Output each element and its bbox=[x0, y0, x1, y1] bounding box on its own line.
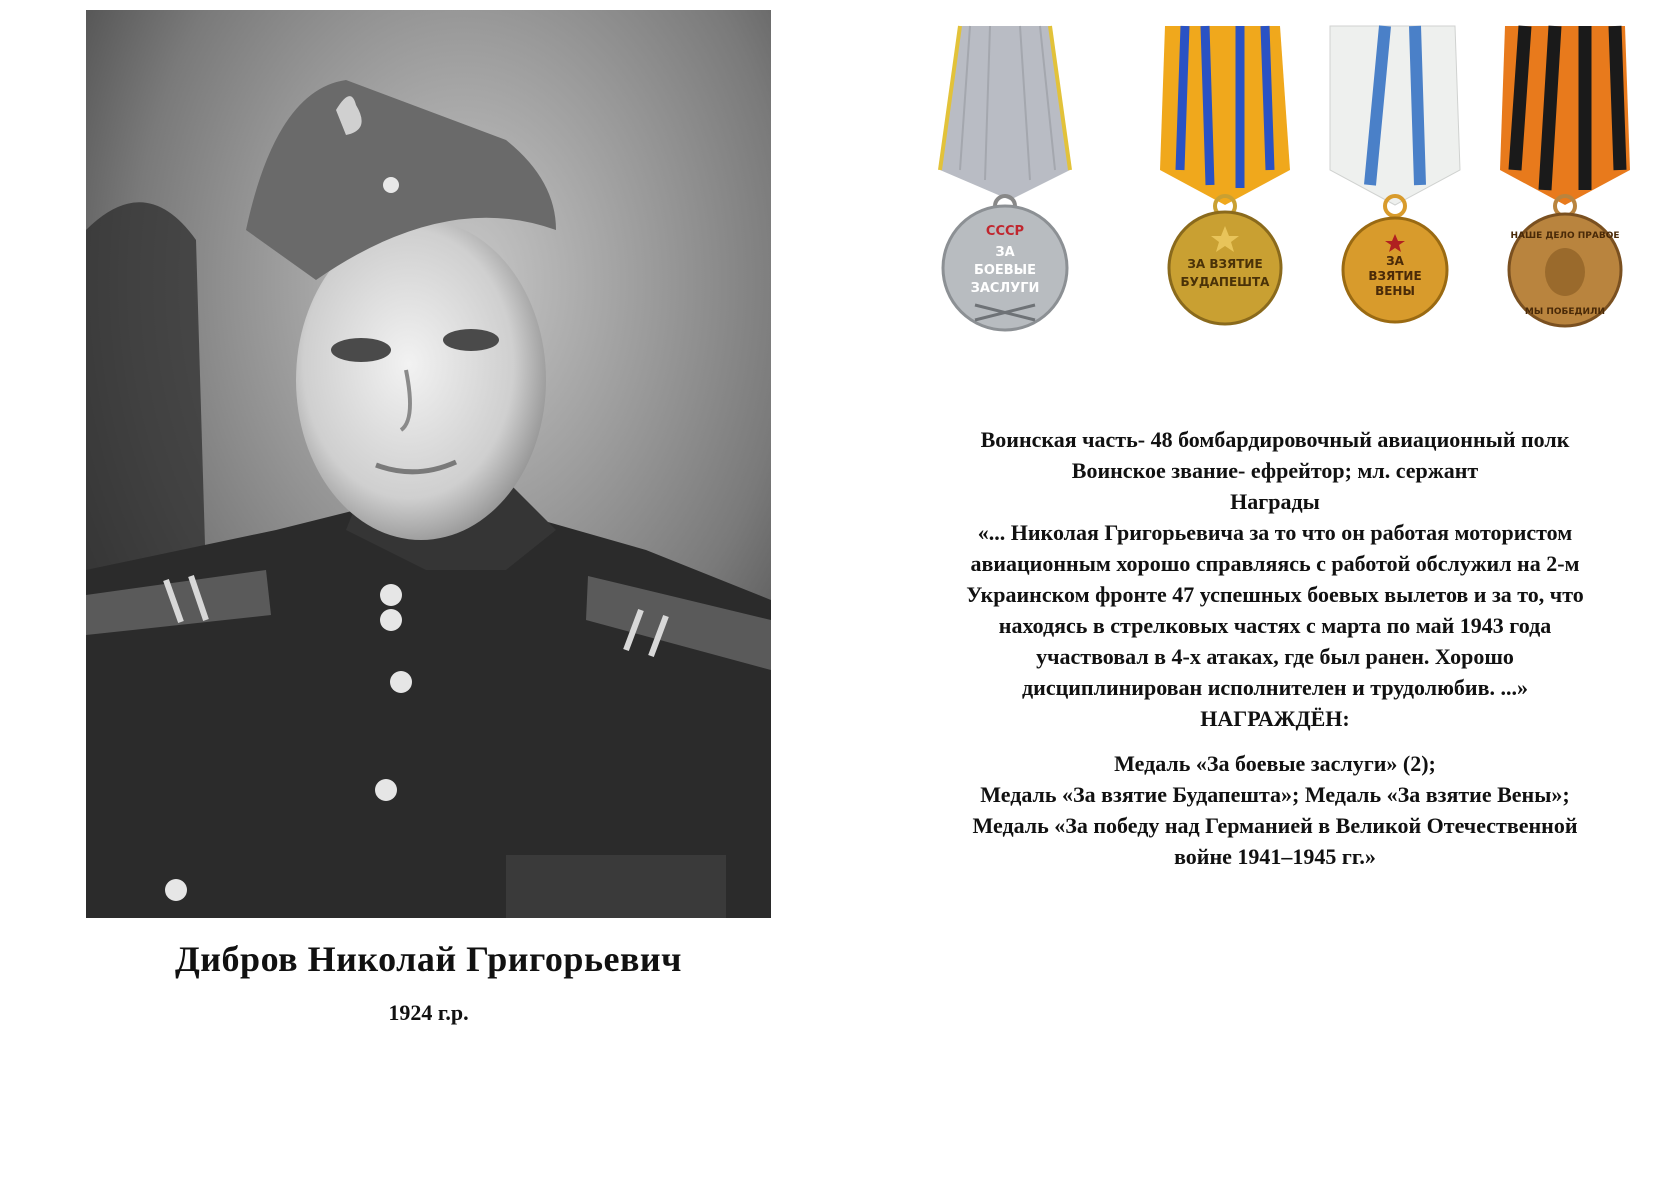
service-record bbox=[900, 424, 1650, 872]
medal-4-inscription-1: НАШЕ ДЕЛО ПРАВОЕ bbox=[1510, 231, 1620, 241]
citation-line: находясь в стрелковых частях с марта по май 1943 года bbox=[998, 613, 1552, 638]
award-line: Медаль «За взятие Будапешта»; Медаль «За взятие Вены»; bbox=[980, 782, 1570, 807]
medal-1-inscription-2: ЗА bbox=[995, 245, 1015, 260]
military-rank: Воинское звание- ефрейтор; мл. сержант bbox=[1071, 458, 1479, 483]
medal-row bbox=[920, 20, 1640, 340]
medal-2-inscription-2: БУДАПЕШТА bbox=[1180, 275, 1270, 289]
medal-4-inscription-2: МЫ ПОБЕДИЛИ bbox=[1524, 307, 1606, 317]
medal-victory-over-germany-icon bbox=[1480, 20, 1650, 340]
portrait-photo bbox=[86, 10, 771, 918]
person-name: Дибров Николай Григорьевич bbox=[175, 939, 682, 979]
military-unit: Воинская часть- 48 бомбардировочный авиационный полк bbox=[980, 427, 1570, 452]
medal-1-inscription-1: СССР bbox=[985, 224, 1025, 239]
birth-year: 1924 г.р. bbox=[388, 1000, 469, 1025]
award-line: войне 1941–1945 гг.» bbox=[1174, 844, 1376, 869]
medal-3-inscription-2: ВЗЯТИЕ bbox=[1368, 269, 1422, 283]
medal-1-inscription-3: БОЕВЫЕ bbox=[973, 263, 1037, 278]
citation-line: авиационным хорошо справляясь с работой обслужил на 2-м bbox=[970, 551, 1580, 576]
medal-for-battle-merit-icon bbox=[920, 20, 1090, 340]
medal-1-inscription-4: ЗАСЛУГИ bbox=[970, 281, 1040, 296]
medal-capture-of-budapest-icon bbox=[1140, 20, 1310, 340]
citation-line: дисциплинирован исполнителен и трудолюбив. ...» bbox=[1022, 675, 1528, 700]
citation-line: участвовал в 4-х атаках, где был ранен. Хорошо bbox=[1036, 644, 1514, 669]
citation-line: «... Николая Григорьевича за то что он работая мотористом bbox=[977, 520, 1573, 545]
citation-line: Украинском фронте 47 успешных боевых вылетов и за то, что bbox=[966, 582, 1584, 607]
medal-2-inscription-1: ЗА ВЗЯТИЕ bbox=[1187, 257, 1263, 271]
medal-3-inscription-1: ЗА bbox=[1386, 254, 1404, 268]
medal-3-inscription-3: ВЕНЫ bbox=[1375, 284, 1415, 298]
medal-capture-of-vienna-icon bbox=[1310, 20, 1480, 340]
awards-heading: Награды bbox=[1230, 489, 1320, 514]
portrait-photo-image bbox=[86, 10, 771, 918]
award-line: Медаль «За боевые заслуги» (2); bbox=[1114, 751, 1436, 776]
award-line: Медаль «За победу над Германией в Великой Отечественной bbox=[972, 813, 1578, 838]
awarded-heading: НАГРАЖДЁН: bbox=[1200, 706, 1350, 731]
